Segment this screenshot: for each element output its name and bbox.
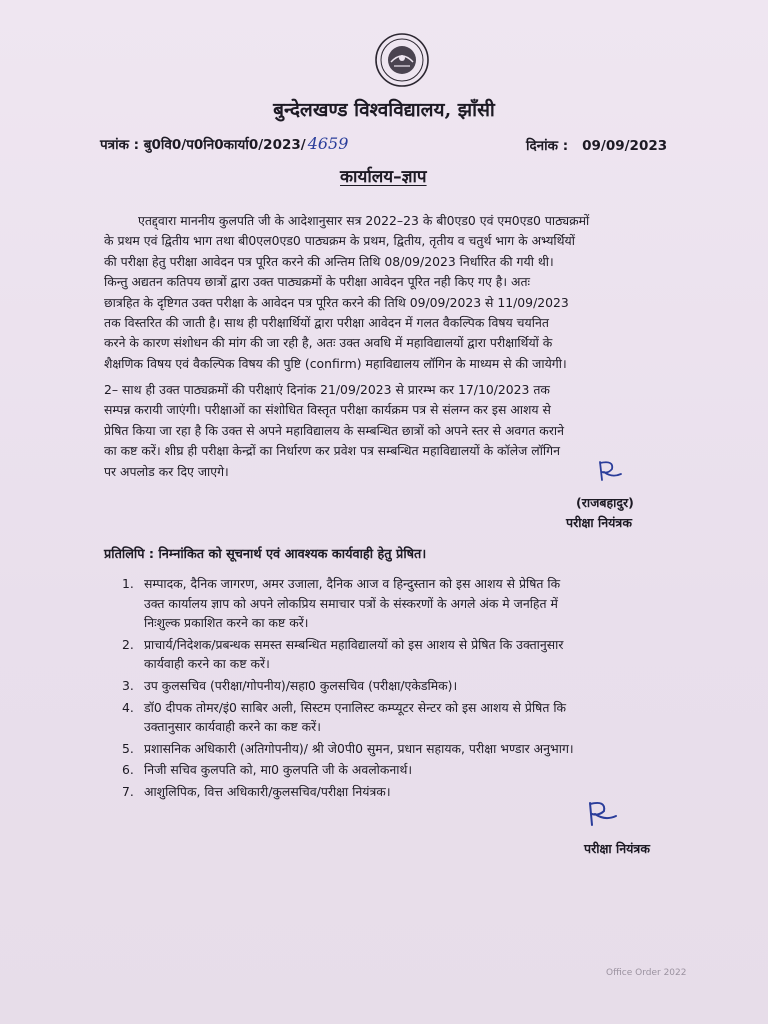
list-item-line: प्रशासनिक अधिकारी (अतिगोपनीय)/ श्री जे0पी0 सुमन, प्रधान सहायक, परीक्षा भण्डार अनुभाग। — [144, 740, 574, 756]
copy-to-list — [108, 574, 708, 804]
paragraph-line: किन्तु अद्यतन कतिपय छात्रों द्वारा उक्त पाठ्यक्रमों के परीक्षा आवेदन पूरित नही किए गए है। अतः — [104, 274, 531, 290]
list-item-line: कार्यवाही करने का कष्ट करें। — [144, 656, 270, 672]
signature-icon — [583, 798, 619, 830]
paragraph-line: सम्पन्न करायी जाएंगी। परीक्षाओं का संशोधित विस्तृत परीक्षा कार्यक्रम पत्र से संलग्न कर इस आशय से — [104, 402, 551, 418]
paragraph-line: का कष्ट करें। शीघ्र ही परीक्षा केन्द्रों का निर्धारण कर प्रवेश पत्र सम्बन्धित महाविद्यालयों के कॉलेज लॉगिन — [104, 443, 560, 459]
document-title: कार्यालय–ज्ञाप — [340, 167, 427, 187]
copy-to-heading: प्रतिलिपि : निम्नांकित को सूचनार्थ एवं आवश्यक कार्यवाही हेतु प्रेषित। — [104, 547, 427, 562]
list-item — [108, 676, 708, 696]
list-item-number: 1. — [122, 576, 134, 591]
list-item — [108, 574, 708, 633]
footer-designation: परीक्षा नियंत्रक — [584, 841, 650, 856]
paragraph-line: प्रेषित किया जा रहा है कि उक्त से अपने महाविद्यालय के सम्बन्धित छात्रों को अपने स्तर से अवगत कराने — [104, 422, 564, 438]
date-label: दिनांक : — [526, 138, 569, 154]
date-value: 09/09/2023 — [582, 138, 668, 154]
list-item — [108, 698, 708, 737]
paragraph-line: तक विस्तरित की जाती है। साथ ही परीक्षार्थियों द्वारा परीक्षा आवेदन में गलत वैकल्पिक विषय चयनित — [104, 315, 549, 331]
university-seal-icon — [374, 32, 430, 88]
paragraph-line: की परीक्षा हेतु परीक्षा आवेदन पत्र पूरित करने की अन्तिम तिथि 08/09/2023 निर्धारित की गयी थी। — [104, 253, 554, 269]
signature-icon — [594, 458, 624, 486]
list-item-line: उक्त कार्यालय ज्ञाप को अपने लोकप्रिय समाचार पत्रों के संस्करणों के अगले अंक मे जनहित में — [144, 595, 558, 611]
paragraph-line: 2– साथ ही उक्त पाठ्यक्रमों की परीक्षाएं दिनांक 21/09/2023 से प्रारम्भ कर 17/10/2023 तक — [104, 382, 550, 397]
list-item-line: उप कुलसचिव (परीक्षा/गोपनीय)/सहा0 कुलसचिव (परीक्षा/एकेडमिक)। — [144, 677, 458, 693]
watermark-text: Office Order 2022 — [606, 968, 687, 978]
list-item-number: 4. — [122, 699, 134, 715]
signatory-designation: परीक्षा नियंत्रक — [566, 515, 632, 530]
list-item-number: 6. — [122, 762, 134, 778]
list-item-number: 5. — [122, 740, 134, 756]
list-item — [108, 635, 708, 674]
reference-label: पत्रांक : बु0वि0/प0नि0कार्या0/2023/ — [100, 137, 306, 153]
reference-number — [100, 134, 348, 153]
list-item — [108, 760, 708, 780]
list-item-line: सम्पादक, दैनिक जागरण, अमर उजाला, दैनिक आज व हिन्दुस्तान को इस आशय से प्रेषित कि — [144, 576, 561, 591]
paragraph-line: पर अपलोड कर दिए जाएगे। — [104, 463, 229, 479]
list-item-number: 2. — [122, 636, 134, 652]
university-name: बुन्देलखण्ड विश्वविद्यालय, झाँसी — [273, 99, 495, 121]
list-item-number: 7. — [122, 783, 134, 799]
list-item-number: 3. — [122, 677, 134, 693]
paragraph-line: करने के कारण संशोधन की मांग की जा रही है, अतः उक्त अवधि में महाविद्यालयों द्वारा परीक्षार्थियों के — [104, 335, 553, 351]
issue-date — [526, 136, 667, 154]
paragraph-line: के प्रथम एवं द्वितीय भाग तथा बी0एल0एड0 पाठ्यक्रम के प्रथम, द्वितीय, तृतीय व चतुर्थ भाग के अभ्यर्थियों — [104, 233, 575, 249]
list-item-line: उक्तानुसार कार्यवाही करने का कष्ट करें। — [144, 719, 321, 735]
list-item-line: प्राचार्य/निदेशक/प्रबन्धक समस्त सम्बन्धित महाविद्यालयों को इस आशय से प्रेषित कि उक्तानुसार — [144, 636, 564, 652]
reference-handwritten-number: 4659 — [307, 134, 349, 153]
list-item-line: निःशुल्क प्रकाशित करने का कष्ट करें। — [144, 615, 309, 631]
list-item-line: निजी सचिव कुलपति को, मा0 कुलपति जी के अवलोकनार्थ। — [144, 762, 413, 778]
signatory-name: (राजबहादुर) — [576, 495, 634, 510]
list-item-line: डॉ0 दीपक तोमर/इं0 साबिर अली, सिस्टम एनालिस्ट कम्प्यूटर सेन्टर को इस आशय से प्रेषित कि — [144, 699, 567, 715]
list-item-line: आशुलिपिक, वित्त अधिकारी/कुलसचिव/परीक्षा नियंत्रक। — [144, 783, 391, 799]
paragraph-1 — [104, 211, 696, 374]
paragraph-line: एतद्द्वारा माननीय कुलपति जी के आदेशानुसार सत्र 2022–23 के बी0एड0 एवं एम0एड0 पाठ्यक्रमों — [138, 213, 590, 228]
list-item — [108, 739, 708, 759]
paragraph-line: छात्रहित के दृष्टिगत उक्त परीक्षा के आवेदन पत्र पूरित करने की तिथि 09/09/2023 से 11/09/2023 — [104, 294, 569, 310]
paragraph-line: शैक्षणिक विषय एवं वैकल्पिक विषय की पुष्टि (confirm) महाविद्यालय लॉगिन के माध्यम से की जायेगी। — [104, 355, 567, 371]
